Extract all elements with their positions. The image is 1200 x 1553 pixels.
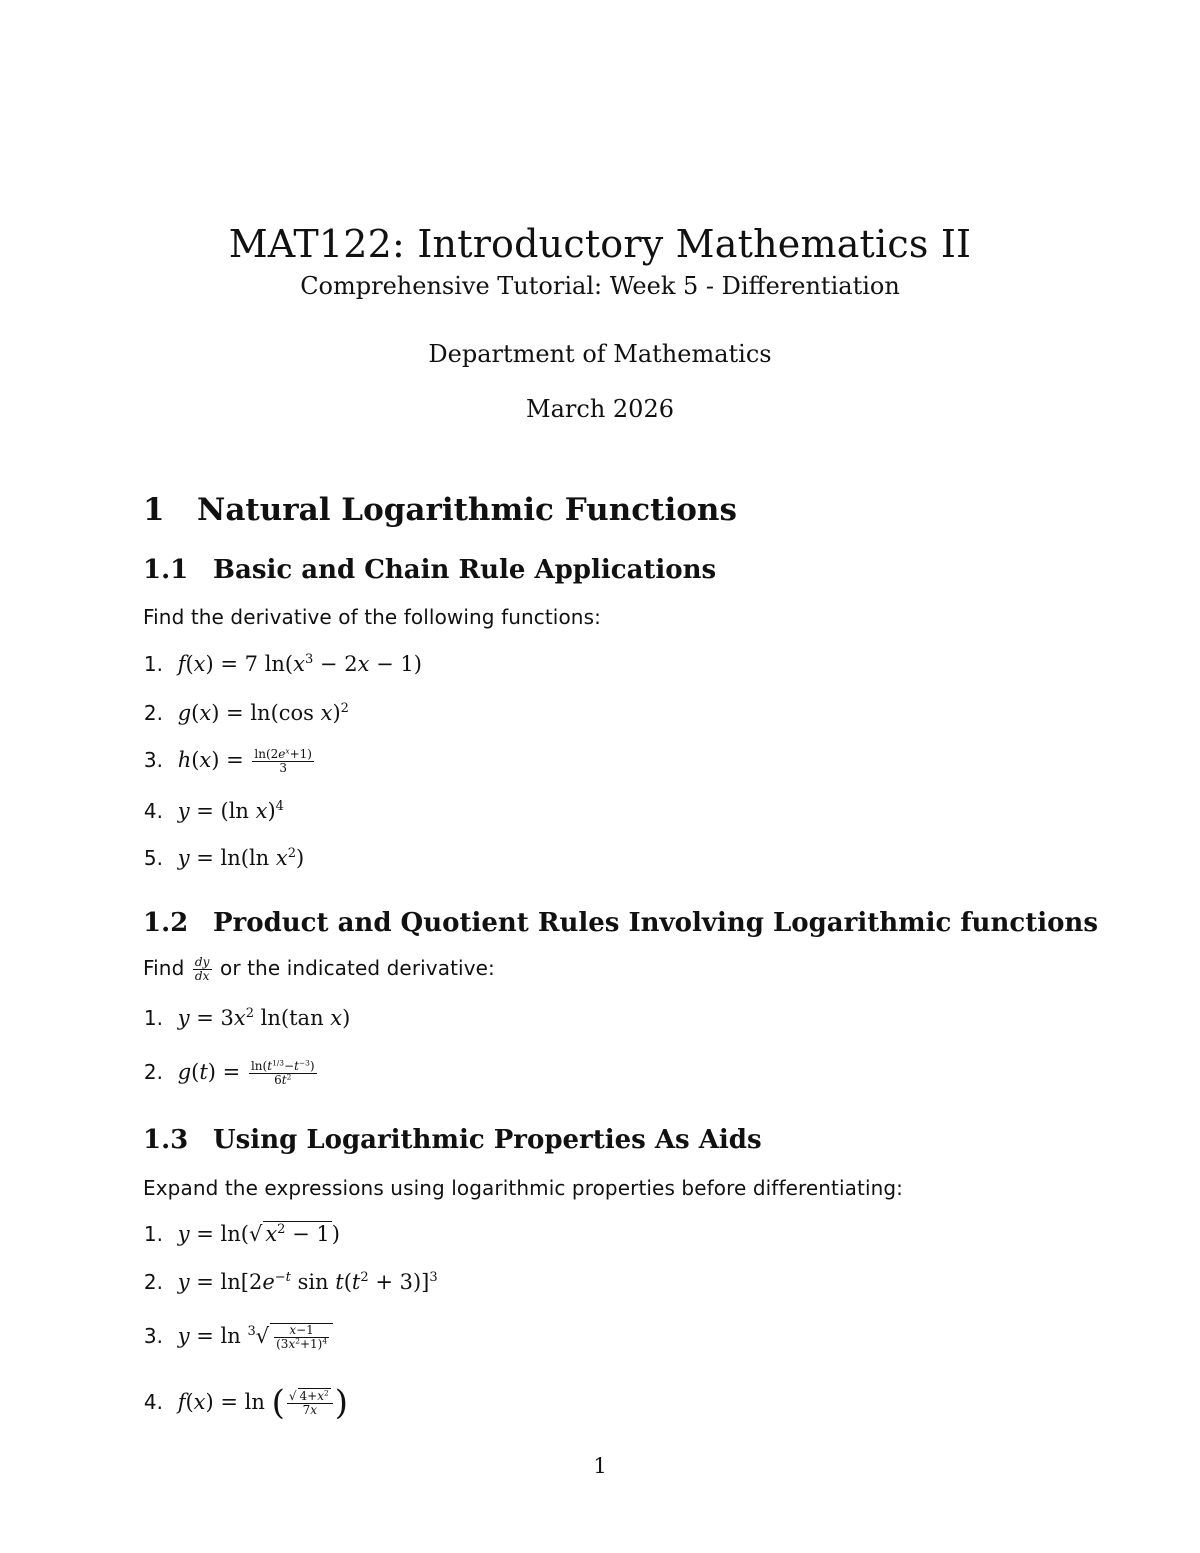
- item-number: 1.: [143, 1222, 163, 1246]
- subsection-heading: [143, 908, 1098, 938]
- subsection-heading: [143, 555, 716, 585]
- subsection-number: 1.3: [143, 1125, 189, 1155]
- math-expression: y = ln(√ $x^2 - 1$): [177, 1222, 340, 1246]
- math-expression: $y = 3x^2$ ln(tan x): [177, 1006, 351, 1030]
- subsection-title: Basic and Chain Rule Applications: [213, 555, 717, 585]
- subsection-heading: [143, 1125, 762, 1155]
- exercise-item: [133, 748, 316, 775]
- item-number: 2.: [143, 1270, 163, 1294]
- item-number: 2.: [143, 1060, 163, 1084]
- department-name: Department of Mathematics: [428, 340, 772, 368]
- document-date: March 2026: [526, 395, 674, 423]
- document-title: MAT122: Introductory Mathematics II: [228, 222, 972, 266]
- subsection-title: Product and Quotient Rules Involving Logarithmic functions: [213, 908, 1098, 938]
- subsection-number: 1.2: [143, 908, 189, 938]
- exercise-item: [133, 701, 349, 725]
- math-expression: h(x) = $\frac{\ln(2e^x+1)}{3}$: [177, 746, 312, 775]
- instruction-text: [143, 956, 495, 983]
- instruction-text: Expand the expressions using logarithmic properties before differentiating:: [143, 1176, 904, 1200]
- document-subtitle: Comprehensive Tutorial: Week 5 - Differentiation: [300, 272, 900, 300]
- instruction-text-end: or the indicated derivative:: [220, 956, 495, 980]
- math-expression: g(x) = ln(cos x)$^2$: [177, 701, 349, 725]
- item-number: 3.: [143, 748, 163, 772]
- exercise-item: [133, 799, 284, 823]
- exercise-item: [133, 1222, 340, 1246]
- exercise-item: [133, 1060, 319, 1087]
- exercise-item: [133, 846, 304, 870]
- exercise-item: [133, 1383, 348, 1423]
- item-number: 2.: [143, 701, 163, 725]
- page-number: 1: [593, 1454, 607, 1478]
- item-number: 1.: [143, 652, 163, 676]
- item-number: 1.: [143, 1006, 163, 1030]
- exercise-item: [133, 1324, 333, 1351]
- instruction-text: Find the derivative of the following functions:: [143, 605, 601, 629]
- math-expression: g(t) = $\frac{\ln(t^{1/3}-t^{-3})}{6t^2}$: [177, 1058, 315, 1087]
- math-expression: y = ln $^3$√ $\frac{x-1}{(3x^2+1)^4}$: [178, 1324, 333, 1348]
- section-heading: [143, 492, 737, 528]
- subsection-number: 1.1: [143, 555, 189, 585]
- math-expression: f(x) = 7 $\ln(x^3 - 2x - 1)$: [177, 652, 422, 676]
- instruction-text-start: Find: [143, 956, 185, 980]
- subsection-title: Using Logarithmic Properties As Aids: [213, 1125, 762, 1155]
- exercise-item: [133, 1270, 438, 1294]
- math-expression: y = (ln x)$^4$: [177, 799, 284, 823]
- math-expression: y = ln(ln $x^2$): [177, 846, 305, 870]
- section-title: Natural Logarithmic Functions: [197, 492, 737, 528]
- section-number: 1: [143, 492, 165, 528]
- item-number: 5.: [143, 846, 163, 870]
- exercise-item: [133, 1006, 350, 1030]
- item-number: 3.: [143, 1324, 163, 1348]
- item-number: 4.: [143, 799, 163, 823]
- item-number: 4.: [143, 1390, 163, 1414]
- math-expression: f(x) = ln ( $\frac{√ 4+x^2}{7x}$ ): [177, 1383, 348, 1423]
- math-expression: $y = \ln[2e^{-t}$ $\sin t(t^2 + 3)]^3$: [177, 1270, 438, 1294]
- exercise-item: [133, 652, 422, 676]
- dy-dx-fraction: $\frac{dy}{dx}$: [194, 955, 210, 983]
